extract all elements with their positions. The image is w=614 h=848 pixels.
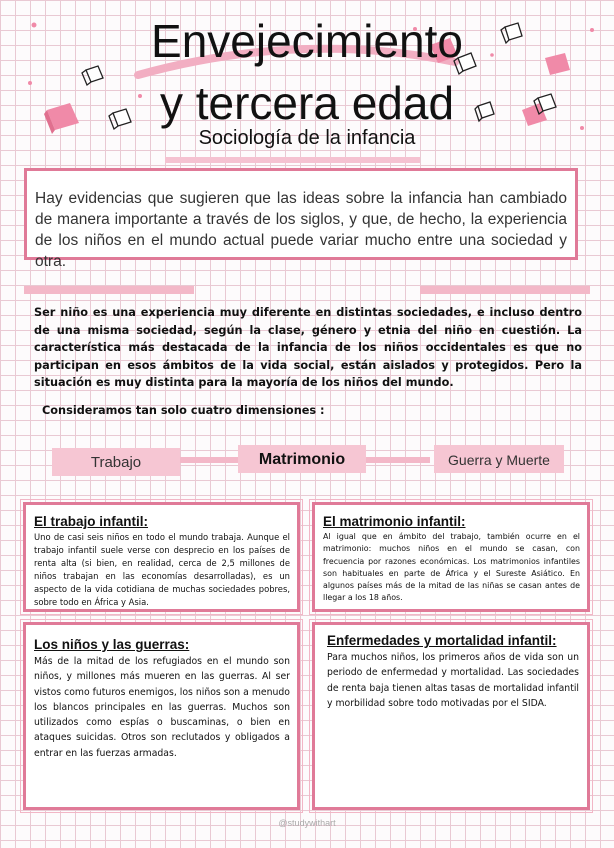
- author-credit: @studywithart: [278, 818, 336, 828]
- box-matrimonio-infantil: [312, 502, 590, 612]
- box-trabajo-title: El trabajo infantil:: [34, 514, 149, 529]
- box-matrimonio-text: Al igual que en ámbito del trabajo, también ocurre en el matrimonio: muchos niños en el mundo se casan, con frecuencia por razones económicas. Los matrimonios infantiles son habituales en parte de África y el Sureste Asiático. En algunos países más de la mitad de las niñas se casan antes de llegar a los 18 años.: [323, 532, 580, 603]
- box-enfermedades-text: Para muchos niños, los primeros años de vida son un periodo de enfermedad y mortalidad. Las sociedades de renta baja tienen altas tasas de mortalidad infantil y morbilidad sobre todo motivadas por el SIDA.: [327, 652, 579, 709]
- dimension-matrimonio: [238, 445, 366, 473]
- page-subtitle: Sociología de la infancia: [198, 127, 416, 149]
- box-guerras-title: Los niños y las guerras:: [34, 637, 190, 652]
- box-ninos-guerras: [23, 622, 300, 810]
- dimensions-intro: Consideramos tan solo cuatro dimensiones :: [42, 404, 325, 417]
- main-paragraph: Ser niño es una experiencia muy diferente en distintas sociedades, e incluso dentro de una misma sociedad, según la clase, género y etnia del niño en cuestión. La característica más destacada de la infancia de los niños occidentales es que no participan en esos ámbitos de la vida social, están aislados y protegidos. Pero la situación es muy distinta para la mayoría de los niños del mundo.: [34, 306, 582, 389]
- dimension-guerra: [434, 445, 564, 473]
- separator-right: [420, 286, 590, 294]
- box-trabajo-text: Uno de casi seis niños en todo el mundo trabaja. Aunque el trabajo infantil suele verse con desprecio en los países de renta alta (si bien, en realidad, cerca de 2,5 millones de niños trabajan en las economías desarrolladas), es un aspecto de la vida cotidiana de muchas sociedades pobres, sobre todo en África y Asia.: [34, 532, 290, 608]
- dimension-matrimonio-label: Matrimonio: [258, 451, 346, 468]
- box-guerras-text: Más de la mitad de los refugiados en el mundo son niños, y millones más mueren en las guerras. Al ser vistos como futuros enemigos, los niños son a menudo los blancos principales en las guerras. Muchos son utilizados como espías o buscaminas, o bien en ataques suicidas. Otros son reclutados y obligados a entrar en las fuerzas armadas.: [34, 656, 290, 759]
- dimension-guerra-label: Guerra y Muerte: [448, 452, 550, 468]
- intro-box: Hay evidencias que sugieren que las ideas sobre la infancia han cambiado de manera importante a través de los siglos, y que, de hecho, la experiencia de los niños en el mundo actual puede variar mucho entre una sociedad y otra.: [24, 168, 578, 260]
- separator-left: [24, 286, 194, 294]
- dimension-trabajo: [52, 448, 180, 476]
- box-enfermedades-title: Enfermedades y mortalidad infantil:: [327, 633, 557, 648]
- box-enfermedades-mortalidad: [312, 622, 590, 810]
- page-title-line1: Envejecimiento: [151, 15, 463, 67]
- page-title-line2: y tercera edad: [159, 77, 455, 129]
- box-matrimonio-title: El matrimonio infantil:: [323, 514, 466, 529]
- box-trabajo-infantil: [23, 502, 300, 612]
- dimension-trabajo-label: Trabajo: [90, 454, 142, 471]
